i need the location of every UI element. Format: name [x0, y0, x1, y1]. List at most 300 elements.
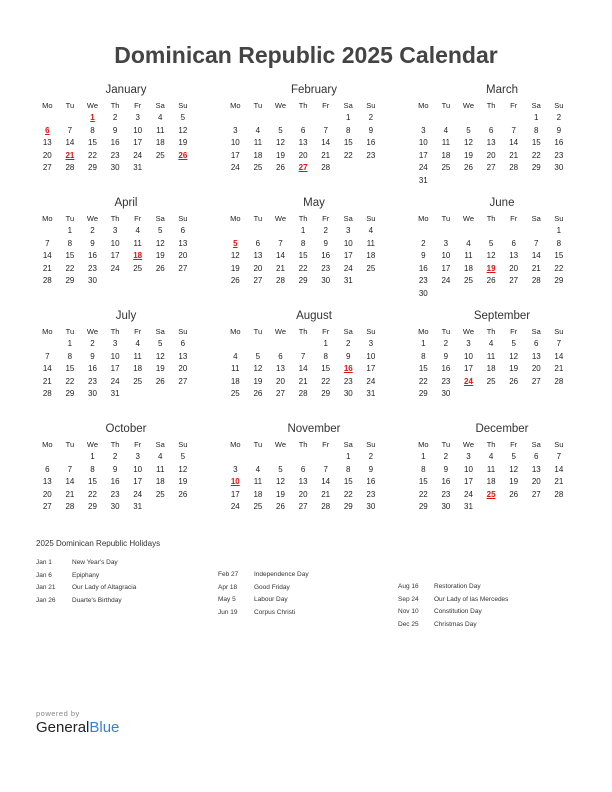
day-cell: 22: [531, 150, 541, 160]
holiday-name: Our Lady of las Mercedes: [434, 595, 509, 603]
day-cell: 11: [253, 477, 263, 486]
weekday-header: [36, 438, 216, 451]
empty-cell: [480, 225, 503, 238]
brand-logo[interactable]: [36, 709, 119, 736]
brand-name-part2: Blue: [89, 719, 120, 736]
week-row: [412, 501, 592, 514]
day-cell: 24: [366, 376, 376, 386]
empty-cell: [502, 225, 525, 238]
day-cell: 2: [112, 452, 118, 461]
day-cell: 13: [509, 251, 519, 260]
empty-cell: [480, 288, 503, 301]
day-cell: 21: [321, 489, 331, 499]
week-row: [36, 150, 216, 163]
day-cell: 27: [42, 163, 52, 172]
week-row: [36, 137, 216, 150]
day-cell: 14: [554, 464, 564, 474]
month-august: [224, 307, 404, 420]
day-cell: 20: [298, 150, 308, 160]
day-cell: 14: [42, 251, 52, 260]
day-cell: 20: [298, 489, 308, 499]
weekday-label: Tu: [253, 101, 263, 110]
day-cell: 23: [88, 263, 97, 273]
day-cell: 27: [253, 276, 263, 285]
weekday-label: Sa: [155, 440, 165, 449]
day-cell: 28: [65, 163, 75, 172]
day-cell: 6: [278, 351, 283, 361]
weekday-label: Fr: [134, 327, 142, 336]
day-cell: 12: [464, 138, 473, 147]
day-cell: 15: [298, 251, 308, 260]
week-row: [224, 162, 404, 175]
day-cell: 4: [233, 351, 238, 361]
empty-cell: [457, 388, 480, 401]
day-cell: 6: [45, 464, 50, 474]
empty-cell: [502, 288, 525, 301]
day-cell: 27: [531, 376, 541, 386]
week-row: [412, 476, 592, 489]
day-cell: 12: [276, 138, 285, 147]
empty-cell: [435, 175, 458, 188]
weekday-label: Th: [486, 440, 496, 449]
empty-cell: [59, 112, 82, 125]
day-cell: 6: [300, 464, 306, 474]
day-cell: 23: [110, 489, 120, 499]
empty-cell: [480, 388, 503, 401]
day-cell: 1: [421, 339, 426, 348]
weekday-header: [412, 99, 592, 112]
day-cell: 5: [488, 238, 494, 248]
day-cell: 27: [298, 502, 308, 511]
day-cell: 7: [300, 351, 306, 361]
day-cell: 15: [321, 364, 331, 373]
weekday-label: Th: [110, 214, 120, 223]
day-cell: 3: [443, 238, 449, 248]
weekday-label: Fr: [134, 101, 142, 110]
empty-cell: [525, 288, 548, 301]
empty-cell: [104, 275, 127, 288]
day-cell: 13: [531, 464, 541, 474]
day-cell: 26: [230, 276, 240, 285]
weekday-label: Sa: [343, 327, 353, 336]
weekday-label: Fr: [510, 327, 518, 336]
day-cell: 19: [155, 364, 165, 373]
holiday-day: 6: [45, 125, 50, 135]
day-cell: 11: [253, 138, 263, 147]
weekday-header: [224, 212, 404, 225]
empty-cell: [412, 112, 435, 125]
day-cell: 21: [554, 477, 564, 486]
holiday-row: [218, 607, 398, 620]
day-cell: 28: [65, 502, 75, 511]
day-cell: 11: [156, 464, 165, 474]
day-cell: 12: [276, 477, 285, 486]
holiday-name: Good Friday: [254, 583, 290, 591]
week-row: [412, 150, 592, 163]
empty-cell: [525, 175, 548, 188]
day-cell: 18: [230, 376, 240, 386]
holidays-title: 2025 Dominican Republic Holidays: [36, 539, 161, 548]
holiday-date: Aug 16: [398, 583, 419, 590]
day-cell: 31: [464, 502, 473, 511]
month-march: [412, 81, 592, 194]
day-cell: 3: [112, 339, 118, 348]
day-cell: 21: [554, 364, 564, 373]
day-cell: 22: [343, 489, 353, 499]
day-cell: 18: [441, 150, 451, 160]
day-cell: 14: [321, 477, 331, 486]
week-row: [412, 112, 592, 125]
day-cell: 15: [418, 477, 428, 486]
week-row: [36, 250, 216, 263]
day-cell: 22: [418, 489, 428, 499]
day-cell: 2: [443, 339, 449, 348]
week-row: [224, 476, 404, 489]
weekday-label: Tu: [253, 440, 263, 449]
month-name: August: [296, 310, 332, 322]
weekday-label: Sa: [155, 214, 165, 223]
empty-cell: [172, 501, 195, 514]
day-cell: 17: [133, 138, 143, 147]
day-cell: 29: [65, 389, 75, 398]
day-cell: 10: [441, 251, 451, 260]
weekday-label: Th: [298, 327, 308, 336]
weekday-label: Mo: [418, 327, 429, 336]
holiday-row: [398, 581, 578, 594]
weekday-label: Th: [486, 101, 496, 110]
day-cell: 22: [88, 150, 97, 160]
day-cell: 19: [464, 150, 473, 160]
day-cell: 22: [65, 263, 75, 273]
week-row: [412, 363, 592, 376]
weekday-label: Sa: [155, 101, 165, 110]
day-cell: 2: [556, 113, 562, 122]
day-cell: 23: [321, 263, 331, 273]
empty-cell: [548, 388, 571, 401]
month-january: [36, 81, 216, 194]
day-cell: 11: [366, 238, 376, 248]
empty-cell: [149, 501, 172, 514]
day-cell: 6: [180, 226, 186, 235]
month-may: [224, 194, 404, 307]
day-cell: 12: [509, 464, 519, 474]
day-cell: 28: [42, 276, 52, 285]
day-cell: 30: [441, 502, 451, 511]
weekday-label: We: [274, 327, 287, 336]
empty-cell: [292, 338, 315, 351]
day-cell: 16: [110, 138, 120, 147]
day-cell: 4: [255, 464, 261, 474]
day-cell: 22: [343, 150, 353, 160]
weekday-label: Su: [366, 327, 376, 336]
day-cell: 26: [178, 489, 188, 499]
day-cell: 19: [230, 263, 240, 273]
day-cell: 31: [133, 502, 143, 511]
week-row: [224, 351, 404, 364]
weekday-label: Su: [178, 214, 188, 223]
day-cell: 7: [67, 464, 73, 474]
week-row: [36, 338, 216, 351]
day-cell: 26: [276, 502, 285, 511]
holiday-row: [36, 557, 216, 570]
day-cell: 11: [486, 464, 496, 474]
day-cell: 12: [230, 251, 240, 260]
week-row: [224, 363, 404, 376]
empty-cell: [149, 388, 172, 401]
holiday-date: May 5: [218, 596, 236, 603]
weekday-label: Th: [110, 101, 120, 110]
empty-cell: [269, 338, 292, 351]
month-name: April: [114, 197, 138, 209]
day-cell: 10: [110, 238, 120, 248]
day-cell: 17: [230, 489, 240, 499]
day-cell: 6: [300, 125, 306, 135]
day-cell: 26: [464, 163, 473, 172]
week-row: [412, 464, 592, 477]
day-cell: 3: [135, 113, 140, 122]
day-cell: 25: [464, 276, 473, 285]
day-cell: 26: [486, 276, 496, 285]
week-row: [36, 112, 216, 125]
empty-cell: [314, 112, 337, 125]
day-cell: 24: [230, 163, 240, 172]
day-cell: 12: [486, 251, 496, 260]
weekday-label: Mo: [42, 214, 53, 223]
day-cell: 5: [511, 339, 516, 348]
day-cell: 19: [509, 364, 519, 373]
day-cell: 31: [366, 389, 376, 398]
day-cell: 14: [298, 364, 308, 373]
weekday-label: We: [86, 101, 99, 110]
holiday-name: Christmas Day: [434, 620, 477, 628]
day-cell: 28: [509, 163, 519, 172]
weekday-label: Su: [366, 101, 376, 110]
empty-cell: [149, 275, 172, 288]
empty-cell: [502, 388, 525, 401]
week-row: [224, 125, 404, 138]
day-cell: 6: [511, 238, 516, 248]
empty-cell: [292, 451, 315, 464]
day-cell: 20: [42, 150, 52, 160]
holiday-date: Dec 25: [398, 620, 419, 628]
week-row: [412, 275, 592, 288]
empty-cell: [502, 112, 525, 125]
day-cell: 7: [278, 238, 283, 248]
day-cell: 10: [418, 138, 428, 147]
day-cell: 13: [178, 238, 188, 248]
day-cell: 4: [488, 339, 494, 348]
empty-cell: [457, 175, 480, 188]
day-cell: 25: [133, 263, 143, 273]
weekday-label: Tu: [65, 440, 75, 449]
empty-cell: [435, 225, 458, 238]
holiday-name: Corpus Christi: [254, 608, 296, 616]
day-cell: 2: [421, 238, 426, 248]
day-cell: 9: [346, 351, 351, 361]
powered-by-text: powered by: [36, 709, 80, 718]
holiday-name: Independence Day: [254, 571, 309, 578]
weekday-label: We: [86, 440, 99, 449]
day-cell: 4: [368, 226, 374, 235]
day-cell: 24: [133, 489, 143, 499]
day-cell: 7: [556, 339, 562, 348]
empty-cell: [224, 451, 247, 464]
month-name: January: [105, 84, 147, 96]
day-cell: 29: [65, 276, 75, 285]
holiday-date: Apr 18: [218, 583, 238, 591]
day-cell: 24: [133, 150, 143, 160]
day-cell: 18: [155, 477, 165, 486]
day-cell: 14: [531, 251, 541, 260]
day-cell: 30: [88, 389, 97, 398]
day-cell: 10: [133, 125, 143, 135]
day-cell: 23: [441, 489, 451, 499]
empty-cell: [480, 112, 503, 125]
weekday-label: Fr: [510, 101, 518, 110]
weekday-label: Sa: [531, 440, 541, 449]
day-cell: 16: [441, 477, 451, 486]
day-cell: 29: [343, 502, 353, 511]
week-row: [224, 137, 404, 150]
day-cell: 11: [486, 351, 496, 361]
day-cell: 27: [531, 489, 541, 499]
weekday-header: [412, 325, 592, 338]
day-cell: 28: [298, 389, 308, 398]
weekday-label: Th: [110, 440, 120, 449]
day-cell: 16: [110, 477, 120, 486]
day-cell: 2: [90, 339, 95, 348]
weekday-label: Tu: [441, 214, 451, 223]
day-cell: 26: [509, 376, 519, 386]
weekday-label: We: [274, 440, 287, 449]
day-cell: 5: [158, 226, 163, 235]
empty-cell: [247, 451, 270, 464]
day-cell: 15: [343, 477, 353, 486]
week-row: [412, 238, 592, 251]
weekday-header: [224, 99, 404, 112]
day-cell: 1: [534, 113, 539, 122]
holiday-row: [398, 619, 578, 632]
day-cell: 13: [531, 351, 541, 361]
empty-cell: [337, 162, 360, 175]
day-cell: 6: [488, 125, 494, 135]
empty-cell: [172, 388, 195, 401]
weekday-label: Sa: [343, 440, 353, 449]
week-row: [36, 376, 216, 389]
weekday-label: Sa: [531, 214, 541, 223]
week-row: [412, 388, 592, 401]
day-cell: 8: [300, 238, 306, 248]
weekday-label: Sa: [343, 214, 353, 223]
day-cell: 24: [110, 263, 120, 273]
weekday-label: Tu: [441, 440, 451, 449]
weekday-label: Fr: [510, 440, 518, 449]
day-cell: 4: [443, 125, 449, 135]
day-cell: 15: [554, 251, 564, 260]
empty-cell: [247, 112, 270, 125]
day-cell: 17: [110, 251, 120, 260]
weekday-label: Su: [554, 101, 564, 110]
week-row: [36, 451, 216, 464]
week-row: [224, 263, 404, 276]
week-row: [412, 250, 592, 263]
day-cell: 8: [90, 125, 95, 135]
day-cell: 11: [156, 125, 165, 135]
weekday-label: We: [86, 214, 99, 223]
month-name: October: [105, 423, 147, 435]
day-cell: 30: [418, 288, 428, 298]
day-cell: 18: [486, 364, 496, 373]
week-row: [412, 263, 592, 276]
day-cell: 8: [421, 464, 426, 474]
day-cell: 16: [441, 364, 451, 373]
empty-cell: [36, 112, 59, 125]
day-cell: 9: [323, 238, 328, 248]
week-row: [412, 376, 592, 389]
day-cell: 2: [90, 226, 95, 235]
empty-cell: [525, 225, 548, 238]
day-cell: 11: [464, 251, 473, 260]
day-cell: 15: [88, 138, 97, 147]
day-cell: 6: [255, 238, 261, 248]
day-cell: 24: [441, 276, 451, 285]
day-cell: 4: [135, 339, 140, 348]
day-cell: 17: [230, 150, 240, 160]
week-row: [412, 162, 592, 175]
empty-cell: [360, 162, 383, 175]
day-cell: 23: [418, 276, 428, 285]
holiday-row: [218, 582, 398, 595]
weekday-label: Sa: [531, 101, 541, 110]
weekday-header: [224, 325, 404, 338]
holiday-day: 18: [133, 251, 143, 260]
day-cell: 10: [464, 464, 473, 474]
day-cell: 28: [531, 276, 541, 285]
day-cell: 13: [178, 351, 188, 361]
month-name: December: [475, 423, 529, 435]
day-cell: 5: [180, 452, 186, 461]
day-cell: 10: [464, 351, 473, 361]
month-name: February: [290, 84, 338, 96]
week-row: [36, 162, 216, 175]
holiday-row: [398, 594, 578, 607]
day-cell: 9: [443, 464, 449, 474]
month-name: September: [473, 310, 531, 322]
day-cell: 25: [253, 163, 263, 172]
day-cell: 16: [88, 364, 97, 373]
day-cell: 28: [321, 163, 331, 172]
weekday-label: Fr: [322, 101, 330, 110]
day-cell: 6: [534, 452, 539, 461]
weekday-label: Su: [554, 327, 564, 336]
weekday-label: Fr: [510, 214, 518, 223]
weekday-header: [36, 99, 216, 112]
empty-cell: [149, 162, 172, 175]
day-cell: 4: [135, 226, 140, 235]
day-cell: 8: [67, 238, 73, 248]
day-cell: 16: [366, 477, 376, 486]
weekday-label: Fr: [322, 327, 330, 336]
week-row: [36, 388, 216, 401]
day-cell: 21: [276, 263, 285, 273]
day-cell: 29: [531, 163, 541, 172]
day-cell: 17: [366, 364, 376, 373]
weekday-label: Su: [178, 101, 188, 110]
empty-cell: [126, 388, 149, 401]
day-cell: 30: [88, 276, 97, 285]
week-row: [412, 137, 592, 150]
day-cell: 1: [556, 226, 562, 235]
